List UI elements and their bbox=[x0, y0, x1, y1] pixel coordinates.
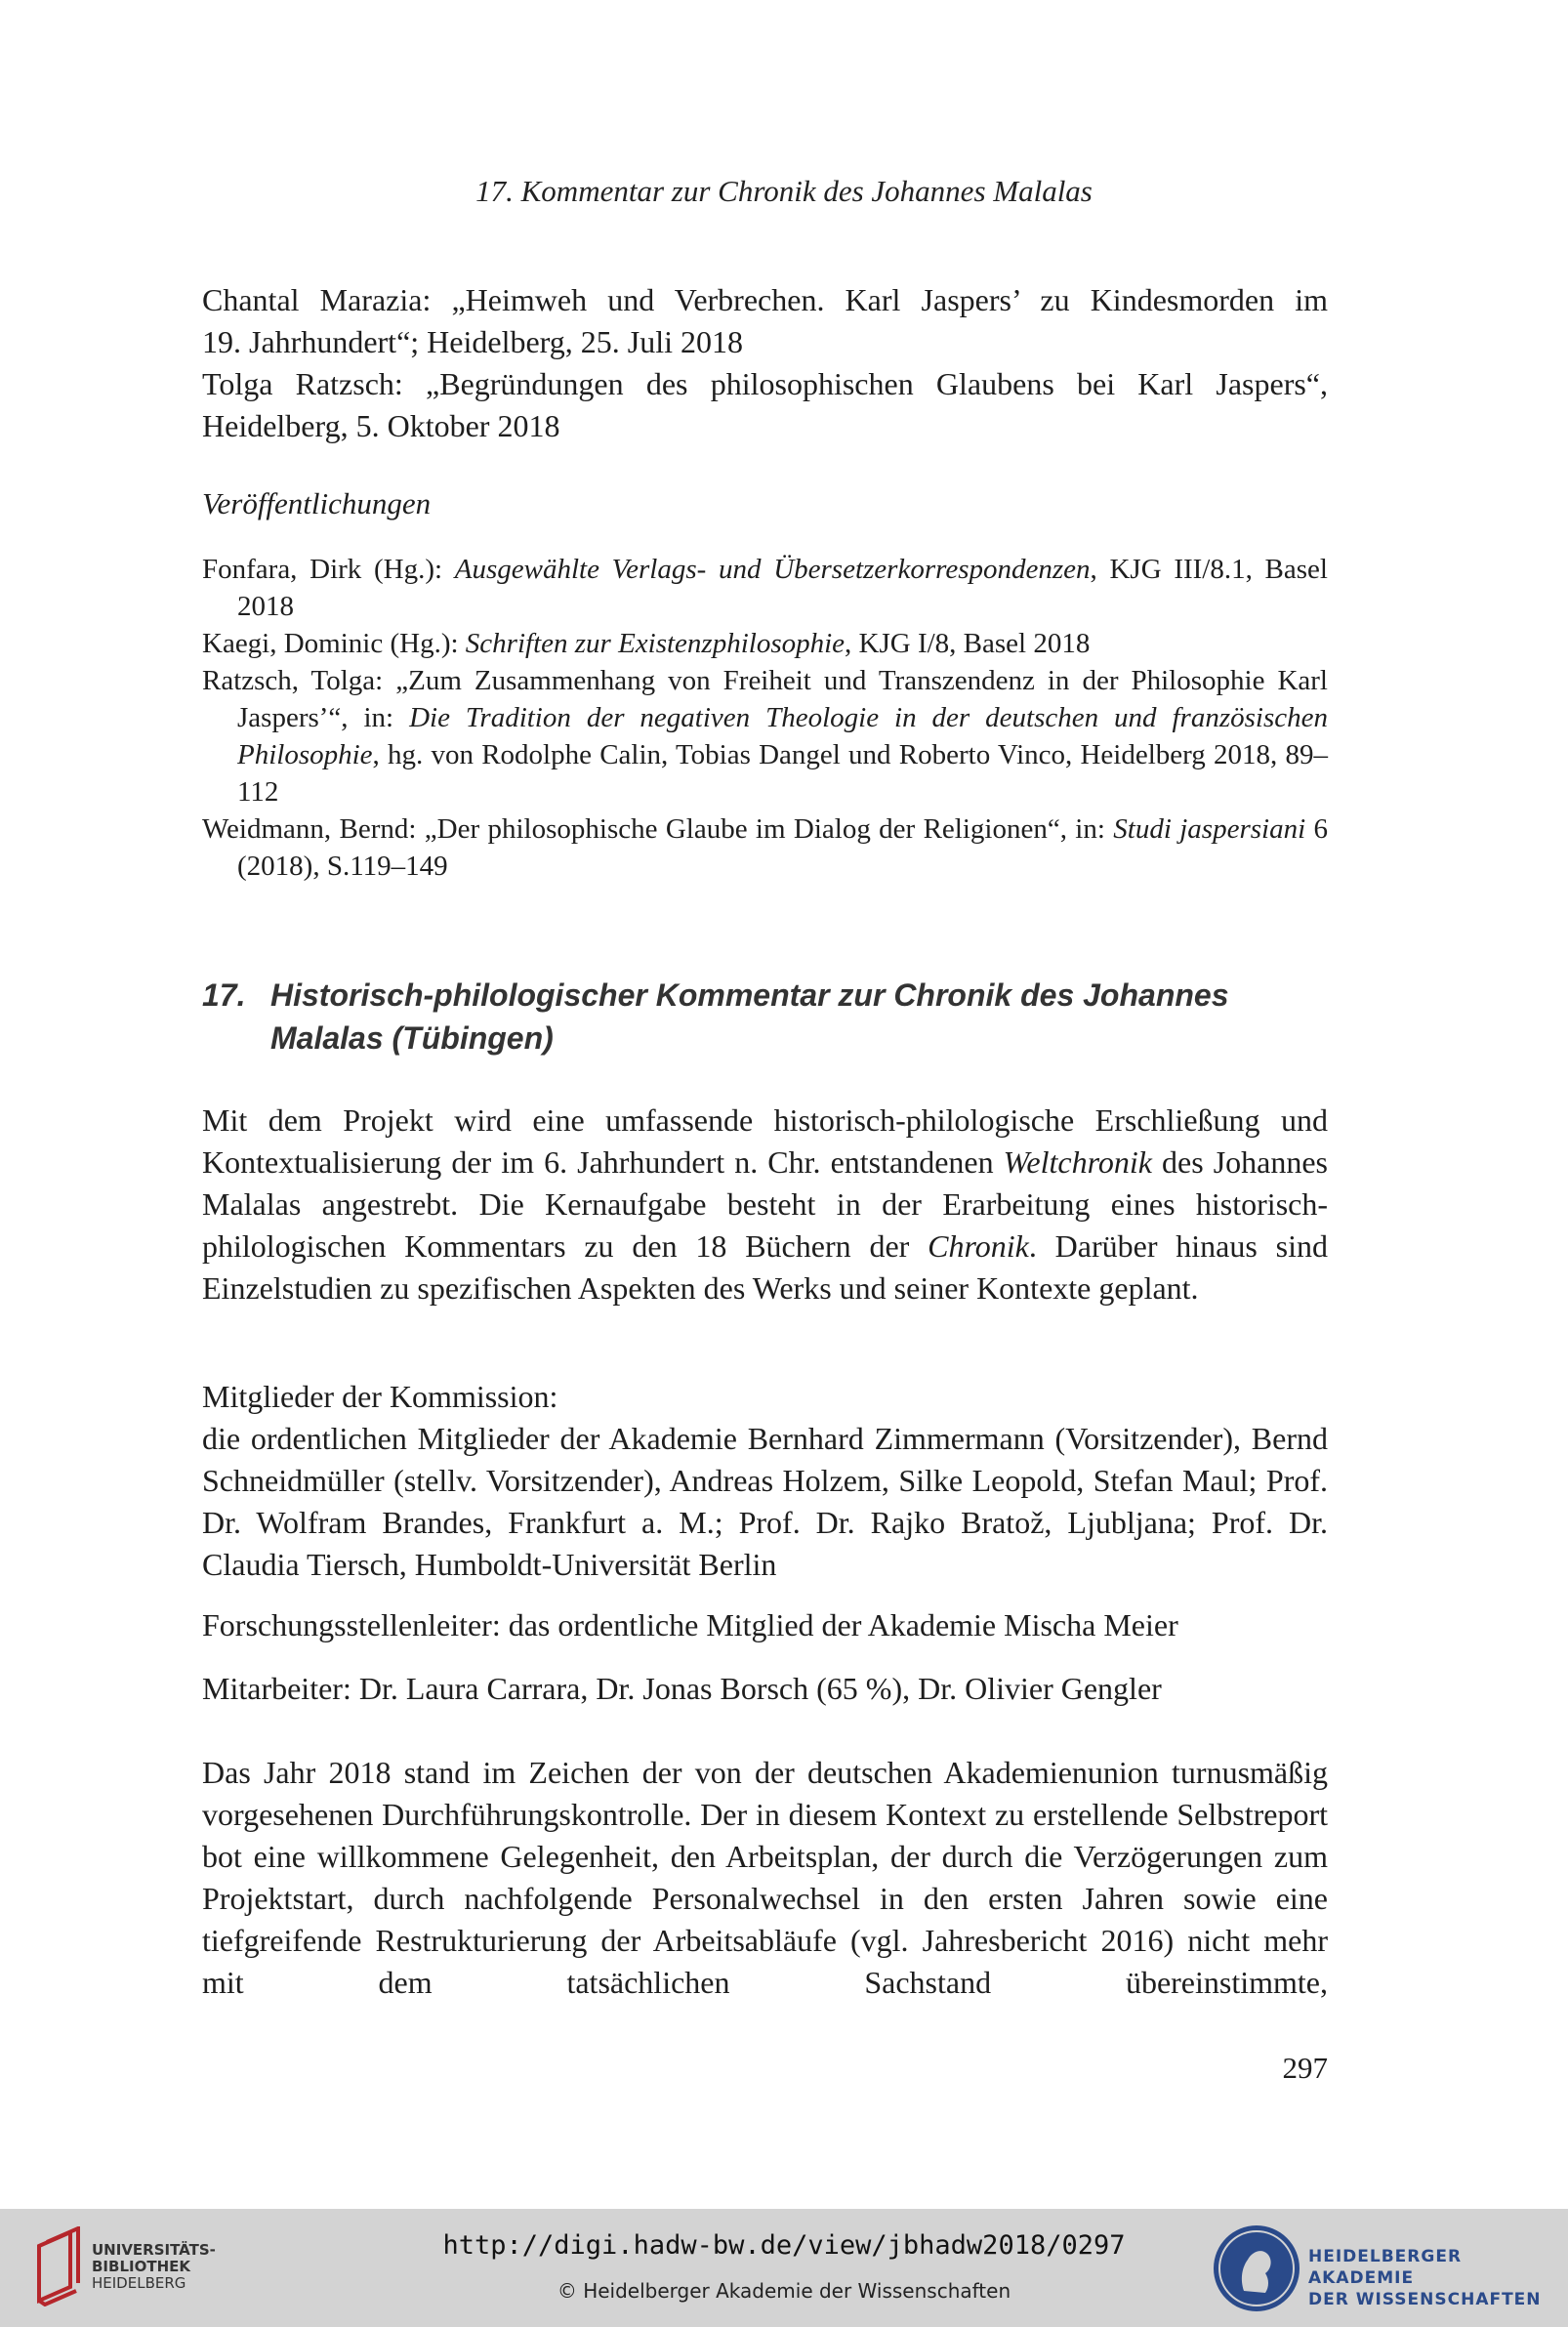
permalink-url[interactable]: http://digi.hadw-bw.de/view/jbhadw2018/0297 bbox=[442, 2230, 1126, 2261]
university-library-name: UNIVERSITÄTS- BIBLIOTHEK HEIDELBERG bbox=[92, 2241, 216, 2292]
running-header: 17. Kommentar zur Chronik des Johannes Malalas bbox=[475, 174, 1093, 208]
section-number: 17. bbox=[202, 977, 246, 1013]
report-paragraph: Das Jahr 2018 stand im Zeichen der von der deutschen Akademienunion turnusmäßig vorgesehenen Durchführungskontrolle. Der in diesem Kontext zu erstellende Selbstreport bot eine willkommene Gelegenheit, den Arbeitsplan, der durch die Verzögerungen zum Projektstart, durch nachfolgende Personalwechsel in den ersten Jahren sowie eine tiefgreifende Restrukturierung der Arbeitsabläufe (vgl. Jahresbericht 2016) nicht mehr mit dem tatsächlichen Sachstand übereinstimmte, bbox=[202, 1755, 1328, 2000]
publications-heading: Veröffentlichungen bbox=[202, 486, 432, 520]
page-number: 297 bbox=[1282, 2051, 1328, 2085]
members-heading: Mitglieder der Kommission: bbox=[202, 1379, 558, 1414]
publication-entry: Weidmann, Bernd: „Der philosophische Glaube im Dialog der Religionen“, in: Studi jaspersiani 6 (2018), S.119–149 bbox=[202, 813, 1328, 882]
publications-list bbox=[202, 551, 1328, 885]
talk-2-line-1: Tolga Ratzsch: „Begründungen des philosophischen Glaubens bei Karl Jaspers“, bbox=[202, 366, 1328, 401]
academy-seal-icon bbox=[1211, 2223, 1302, 2314]
publication-entry: Ratzsch, Tolga: „Zum Zusammenhang von Freiheit und Transzendenz in der Philosophie Karl Jaspers’“, in: Die Tradition der negativen Theologie in der deutschen und französischen Philosophie, hg. von Rodolphe Calin, Tobias Dangel und Roberto Vinco, Heidelberg 2018, 89–112 bbox=[202, 665, 1329, 808]
publication-entry: Fonfara, Dirk (Hg.): Ausgewählte Verlags- und Übersetzerkorrespondenzen, KJG III/8.1, Basel 2018 bbox=[202, 554, 1328, 622]
talk-1-line-1: Chantal Marazia: „Heimweh und Verbrechen. Karl Jaspers’ zu Kindesmorden im bbox=[202, 282, 1328, 317]
copyright-notice: © Heidelberger Akademie der Wissenschaften bbox=[557, 2279, 1011, 2303]
staff-line: Mitarbeiter: Dr. Laura Carrara, Dr. Jonas Borsch (65 %), Dr. Olivier Gengler bbox=[202, 1671, 1162, 1706]
publication-entry: Kaegi, Dominic (Hg.): Schriften zur Existenzphilosophie, KJG I/8, Basel 2018 bbox=[202, 628, 1091, 659]
section-title bbox=[202, 974, 1335, 1060]
research-head-line: Forschungsstellenleiter: das ordentliche Mitglied der Akademie Mischa Meier bbox=[202, 1607, 1178, 1642]
academy-name: HEIDELBERGER AKADEMIE DER WISSENSCHAFTEN bbox=[1308, 2247, 1542, 2309]
talk-1-line-2: 19. Jahrhundert“; Heidelberg, 25. Juli 2018 bbox=[202, 324, 743, 359]
members-text: die ordentlichen Mitglieder der Akademie Bernhard Zimmermann (Vorsitzender), Bernd Schneidmüller (stellv. Vorsitzender), Andreas Holzem, Silke Leopold, Stefan Maul; Prof. Dr. Wolfram Brandes, Frankfurt a. M.; Prof. Dr. Rajko Bratož, Ljubljana; Prof. Dr. Claudia Tiersch, Humboldt-Universität Berlin bbox=[202, 1421, 1328, 1582]
talk-2-line-2: Heidelberg, 5. Oktober 2018 bbox=[202, 408, 560, 443]
footer-bar bbox=[0, 2209, 1568, 2327]
intro-paragraph: Mit dem Projekt wird eine umfassende historisch-philologische Erschließung und Kontextualisierung der im 6. Jahrhundert n. Chr. entstandenen Weltchronik des Johannes Malalas angestrebt. Die Kernaufgabe besteht in der Erarbeitung eines historisch-philologischen Kommentars zu den 18 Büchern der Chronik. Darüber hinaus sind Einzelstudien zu spezifischen Aspekten des Werks und seiner Kontexte geplant. bbox=[202, 1102, 1329, 1306]
section-title-text: Historisch-philologischer Kommentar zur Chronik des Johannes Malalas (Tübingen) bbox=[270, 977, 1229, 1056]
